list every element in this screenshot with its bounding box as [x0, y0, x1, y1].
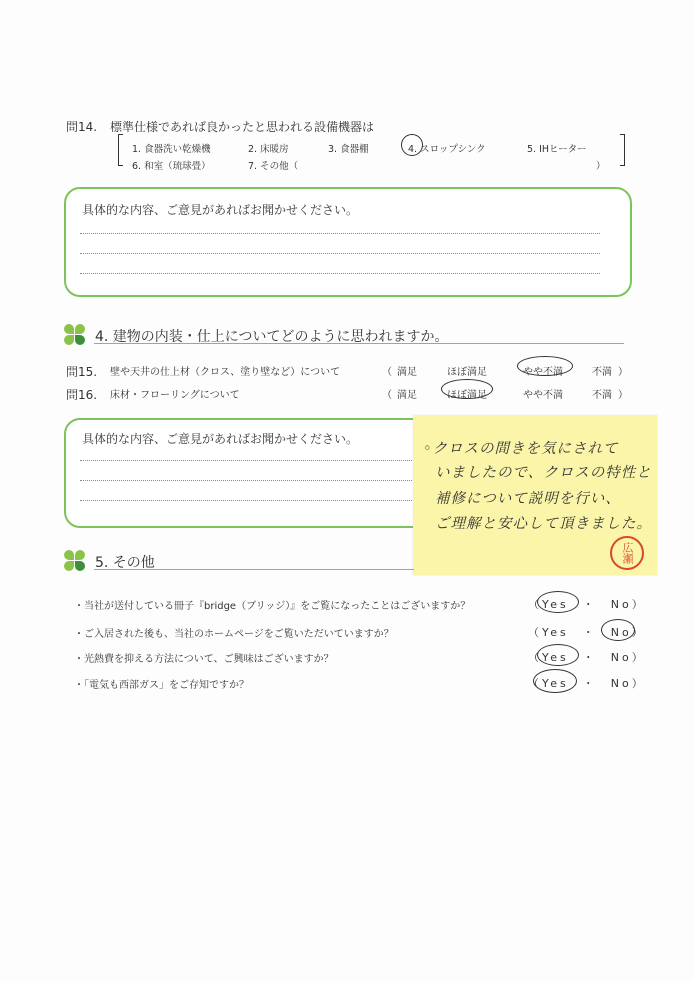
- yesno-question-2: ・ご入居された後も、当社のホームページをご覧いただいていますか？: [74, 629, 394, 640]
- yesno-question-1: ・当社が送付している冊子『bridge（ブリッジ）』をご覧になったことはございますか？: [74, 601, 471, 612]
- section-4-title: 4. 建物の内装・仕上についてどのように思われますか。: [95, 329, 449, 345]
- comment-line[interactable]: [80, 480, 420, 481]
- q14-label: 問14.: [66, 120, 98, 134]
- yesno-answer-1[interactable]: （Yes ・ No）: [528, 598, 646, 611]
- sticky-note-line-4: ご理解と安心して頂きました。: [435, 516, 652, 532]
- yesno-question-3: ・光熱費を抑える方法について、ご興味はございますか？: [74, 654, 334, 665]
- section-5-title: 5. その他: [95, 555, 155, 571]
- comment-line[interactable]: [80, 460, 420, 461]
- q14-option-2[interactable]: 2. 床暖房: [248, 144, 289, 155]
- q16-option-somewhat-dissatisfied[interactable]: やや不満: [523, 390, 563, 401]
- q15-text: 壁や天井の仕上材（クロス、塗り壁など）について: [110, 367, 341, 378]
- comment-box-1: [64, 187, 632, 297]
- seal-stamp: 広瀬: [610, 536, 644, 570]
- comment-line[interactable]: [80, 273, 600, 274]
- section-4-underline: [94, 343, 624, 344]
- yes-circle-mark: [537, 644, 579, 666]
- sticky-note-line-1: ◦クロスの間きを気にされて: [423, 441, 619, 457]
- q14-left-bracket: [118, 134, 123, 166]
- q14-option-5[interactable]: 5. IHヒーター: [527, 144, 587, 155]
- sticky-note-line-3: 補修について説明を行い、: [435, 491, 621, 507]
- sticky-note-line-2: いましたので、クロスの特性と: [435, 465, 652, 481]
- no-circle-mark: [601, 619, 635, 641]
- q14-right-bracket: [620, 134, 625, 166]
- q14-other-close: ）: [596, 161, 606, 172]
- clover-icon: [64, 324, 86, 346]
- comment-box-2-title: 具体的な内容、ご意見があればお聞かせください。: [82, 432, 359, 446]
- q14-option-6[interactable]: 6. 和室（琉球畳）: [132, 161, 211, 172]
- q15-open-paren: （: [382, 367, 392, 378]
- comment-line[interactable]: [80, 500, 420, 501]
- q15-option-somewhat-dissatisfied[interactable]: やや不満: [523, 367, 563, 378]
- q16-option-mostly-satisfied[interactable]: ほぼ満足: [447, 390, 487, 401]
- q15-option-dissatisfied[interactable]: 不満: [592, 367, 612, 378]
- q14-option-3[interactable]: 3. 食器棚: [328, 144, 369, 155]
- comment-box-1-title: 具体的な内容、ご意見があればお聞かせください。: [82, 203, 359, 217]
- q14-text: 標準仕様であれば良かったと思われる設備機器は: [110, 120, 375, 134]
- q16-option-dissatisfied[interactable]: 不満: [592, 390, 612, 401]
- q16-open-paren: （: [382, 390, 392, 401]
- q16-text: 床材・フローリングについて: [110, 390, 240, 401]
- q16-option-satisfied[interactable]: 満足: [397, 390, 417, 401]
- q15-option-mostly-satisfied[interactable]: ほぼ満足: [447, 367, 487, 378]
- q15-answer-circle-mark: [517, 356, 573, 376]
- yesno-question-4: ・「電気も西部ガス」をご存知ですか？: [74, 680, 249, 691]
- yesno-answer-4[interactable]: （Yes ・ No）: [528, 677, 646, 690]
- yesno-answer-3[interactable]: （Yes ・ No）: [528, 651, 646, 664]
- q14-option-4[interactable]: 4. スロップシンク: [408, 144, 486, 155]
- yes-circle-mark: [537, 591, 579, 613]
- yes-circle-mark: [533, 669, 577, 693]
- comment-line[interactable]: [80, 253, 600, 254]
- clover-icon: [64, 550, 86, 572]
- q14-option-1[interactable]: 1. 食器洗い乾燥機: [132, 144, 211, 155]
- q16-answer-circle-mark: [441, 379, 493, 399]
- q16-close-paren: ）: [618, 390, 628, 401]
- q16-label: 問16.: [66, 388, 98, 402]
- q14-option-7[interactable]: 7. その他（: [248, 161, 299, 172]
- q15-option-satisfied[interactable]: 満足: [397, 367, 417, 378]
- section-5-underline: [94, 569, 414, 570]
- q15-label: 問15.: [66, 365, 98, 379]
- yesno-answer-2[interactable]: （Yes ・ No）: [528, 626, 646, 639]
- q15-close-paren: ）: [618, 367, 628, 378]
- q14-option-4-circle-mark: [401, 134, 423, 156]
- comment-line[interactable]: [80, 233, 600, 234]
